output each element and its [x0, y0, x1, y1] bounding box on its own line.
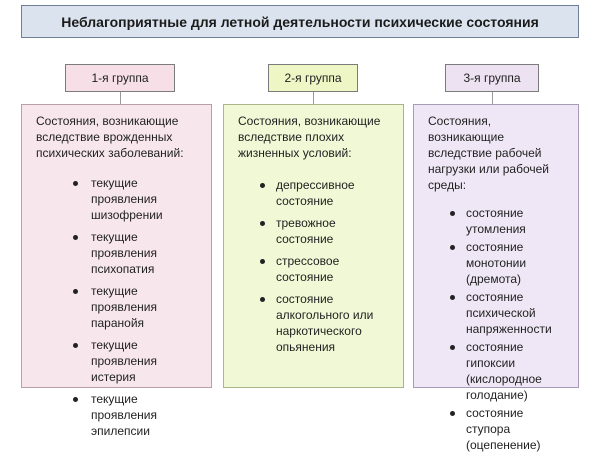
group-2-items [238, 177, 393, 355]
group-3-items [428, 205, 568, 453]
group-2-item: стрессовое состояние [276, 253, 393, 285]
bullet-icon [73, 235, 78, 240]
bullet-icon [450, 211, 455, 216]
diagram-title: Неблагоприятные для летной деятельности психические состояния [21, 5, 579, 38]
bullet-icon [260, 297, 265, 302]
group-1-item: текущие проявления истерия [91, 337, 201, 385]
bullet-icon [260, 183, 265, 188]
group-3-item: состояние ступора (оцепенение) [466, 405, 568, 453]
bullet-icon [450, 245, 455, 250]
group-2-item: состояние алкогольного или наркотического опьянения [276, 291, 393, 355]
group-2-item: депрессивное состояние [276, 177, 393, 209]
group-1-items [36, 175, 201, 439]
group-1-item: текущие проявления психопатия [91, 229, 201, 277]
group-1-item: текущие проявления шизофрении [91, 175, 201, 223]
group-3-item: состояние психической напряженности [466, 289, 568, 337]
bullet-icon [260, 221, 265, 226]
group-3-item: состояние утомления [466, 205, 568, 237]
bullet-icon [73, 397, 78, 402]
group-3-connector [492, 92, 493, 104]
group-1-item: текущие проявления паранойя [91, 283, 201, 331]
group-3-intro: Состояния, возникающие вследствие рабочей нагрузки или рабочей среды: [428, 114, 550, 192]
bullet-icon [450, 295, 455, 300]
group-2-label: 2-я группа [268, 64, 358, 92]
group-3-box [413, 104, 579, 452]
group-1-label: 1-я группа [65, 64, 175, 92]
bullet-icon [450, 411, 455, 416]
group-3-item: состояние монотонии (дремота) [466, 239, 568, 287]
bullet-icon [73, 181, 78, 186]
group-2-box [223, 104, 404, 388]
bullet-icon [73, 343, 78, 348]
group-1-box [21, 104, 212, 438]
group-1-item: текущие проявления эпилепсии [91, 391, 201, 439]
group-1-intro: Состояния, возникающие вследствие врожденных психических заболеваний: [36, 114, 184, 160]
bullet-icon [73, 289, 78, 294]
group-2-intro: Состояния, возникающие вследствие плохих жизненных условий: [238, 114, 381, 160]
group-2-connector [313, 92, 314, 104]
group-3-label: 3-я группа [445, 64, 539, 92]
bullet-icon [260, 259, 265, 264]
group-2-item: тревожное состояние [276, 215, 393, 247]
bullet-icon [450, 345, 455, 350]
group-1-connector [120, 92, 121, 104]
group-3-item: состояние гипоксии (кислородное голодание) [466, 339, 568, 403]
